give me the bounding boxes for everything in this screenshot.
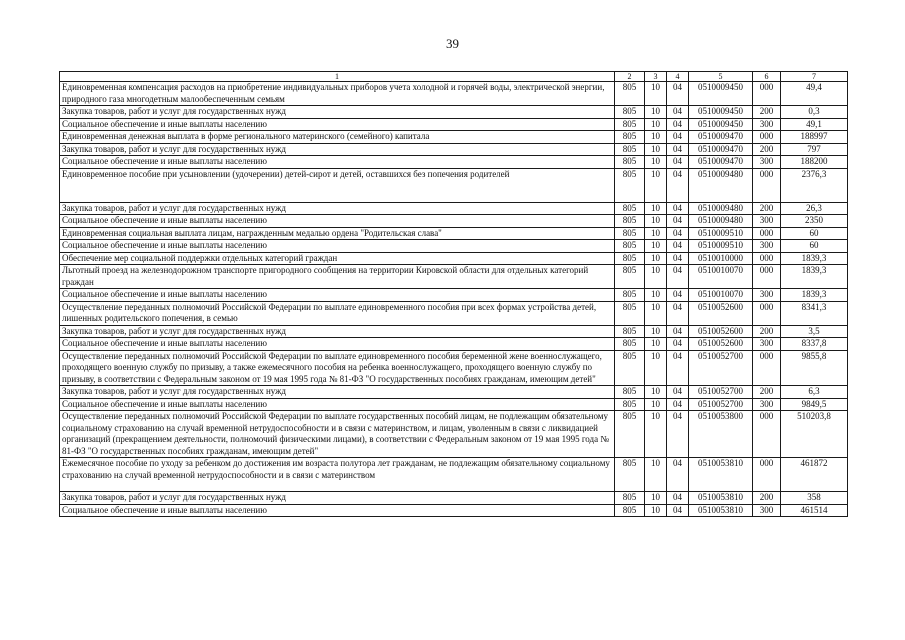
row-target-article-code: 0510053810 xyxy=(689,458,753,492)
row-subsection-code: 04 xyxy=(667,118,689,131)
row-expense-type-code: 000 xyxy=(753,265,781,289)
row-description: Социальное обеспечение и иные выплаты населению xyxy=(60,215,615,228)
table-row xyxy=(60,386,848,399)
row-section-code: 10 xyxy=(645,156,667,169)
column-header-4: 4 xyxy=(667,72,689,82)
row-ministry-code: 805 xyxy=(615,458,645,492)
row-amount: 188200 xyxy=(781,156,848,169)
row-target-article-code: 0510053800 xyxy=(689,411,753,458)
row-section-code: 10 xyxy=(645,398,667,411)
row-ministry-code: 805 xyxy=(615,265,645,289)
row-description: Социальное обеспечение и иные выплаты населению xyxy=(60,240,615,253)
row-ministry-code: 805 xyxy=(615,504,645,517)
row-description: Закупка товаров, работ и услуг для государственных нужд xyxy=(60,202,615,215)
row-ministry-code: 805 xyxy=(615,411,645,458)
row-amount: 358 xyxy=(781,492,848,505)
row-section-code: 10 xyxy=(645,168,667,202)
table-row xyxy=(60,325,848,338)
row-section-code: 10 xyxy=(645,106,667,119)
column-header-3: 3 xyxy=(645,72,667,82)
table-row xyxy=(60,301,848,325)
row-description: Социальное обеспечение и иные выплаты населению xyxy=(60,289,615,302)
row-subsection-code: 04 xyxy=(667,227,689,240)
row-target-article-code: 0510052700 xyxy=(689,350,753,386)
table-row xyxy=(60,458,848,492)
row-expense-type-code: 000 xyxy=(753,227,781,240)
row-amount: 1839,3 xyxy=(781,265,848,289)
row-ministry-code: 805 xyxy=(615,106,645,119)
row-amount: 26,3 xyxy=(781,202,848,215)
row-ministry-code: 805 xyxy=(615,240,645,253)
row-section-code: 10 xyxy=(645,131,667,144)
row-description: Социальное обеспечение и иные выплаты населению xyxy=(60,338,615,351)
row-expense-type-code: 200 xyxy=(753,325,781,338)
row-amount: 60 xyxy=(781,227,848,240)
table-row xyxy=(60,398,848,411)
row-target-article-code: 0510009480 xyxy=(689,168,753,202)
row-description: Единовременная денежная выплата в форме регионального материнского (семейного) капитала xyxy=(60,131,615,144)
table-row xyxy=(60,131,848,144)
row-target-article-code: 0510010070 xyxy=(689,289,753,302)
row-ministry-code: 805 xyxy=(615,252,645,265)
table-row xyxy=(60,252,848,265)
row-description: Закупка товаров, работ и услуг для государственных нужд xyxy=(60,325,615,338)
row-ministry-code: 805 xyxy=(615,202,645,215)
row-expense-type-code: 200 xyxy=(753,106,781,119)
row-description: Закупка товаров, работ и услуг для государственных нужд xyxy=(60,106,615,119)
header-row xyxy=(60,72,848,82)
row-amount: 1839,3 xyxy=(781,252,848,265)
row-ministry-code: 805 xyxy=(615,338,645,351)
row-description: Социальное обеспечение и иные выплаты населению xyxy=(60,504,615,517)
row-description: Льготный проезд на железнодорожном транспорте пригородного сообщения на территории Кировской области для отдельных категорий граждан xyxy=(60,265,615,289)
row-subsection-code: 04 xyxy=(667,252,689,265)
row-description: Единовременная социальная выплата лицам, награжденным медалью ордена "Родительская слава" xyxy=(60,227,615,240)
row-target-article-code: 0510052700 xyxy=(689,398,753,411)
row-target-article-code: 0510009450 xyxy=(689,118,753,131)
row-description: Осуществление переданных полномочий Российской Федерации по выплате государственных пособий лицам, не подлежащим обязательному социальному страхованию на случай временной нетрудоспособности и в связи с материнством, и лицам, уволенным в связи с ликвидацией организаций (прекращением деятельности, полномочий физическими лицами), в соответствии с Федеральным законом от 19 мая 1995 года № 81-ФЗ "О государственных пособиях гражданам, имеющим детей" xyxy=(60,411,615,458)
row-target-article-code: 0510009510 xyxy=(689,227,753,240)
table-row xyxy=(60,106,848,119)
row-expense-type-code: 200 xyxy=(753,143,781,156)
row-amount: 6,3 xyxy=(781,386,848,399)
row-amount: 510203,8 xyxy=(781,411,848,458)
row-amount: 3,5 xyxy=(781,325,848,338)
row-target-article-code: 0510052600 xyxy=(689,338,753,351)
page-number: 39 xyxy=(446,36,459,51)
table-row xyxy=(60,504,848,517)
row-description: Ежемесячное пособие по уходу за ребенком до достижения им возраста полутора лет гражданам, не подлежащим обязательному социальному страхованию на случай временной нетрудоспособности и в связи с материнством xyxy=(60,458,615,492)
table-row xyxy=(60,265,848,289)
row-ministry-code: 805 xyxy=(615,227,645,240)
row-amount: 461872 xyxy=(781,458,848,492)
row-ministry-code: 805 xyxy=(615,350,645,386)
row-description: Закупка товаров, работ и услуг для государственных нужд xyxy=(60,386,615,399)
row-target-article-code: 0510009480 xyxy=(689,202,753,215)
row-ministry-code: 805 xyxy=(615,156,645,169)
row-amount: 8341,3 xyxy=(781,301,848,325)
row-subsection-code: 04 xyxy=(667,492,689,505)
row-description: Социальное обеспечение и иные выплаты населению xyxy=(60,118,615,131)
row-subsection-code: 04 xyxy=(667,240,689,253)
row-target-article-code: 0510009470 xyxy=(689,156,753,169)
row-ministry-code: 805 xyxy=(615,168,645,202)
table-row xyxy=(60,289,848,302)
row-expense-type-code: 300 xyxy=(753,289,781,302)
row-subsection-code: 04 xyxy=(667,458,689,492)
row-amount: 797 xyxy=(781,143,848,156)
row-expense-type-code: 300 xyxy=(753,338,781,351)
table-row xyxy=(60,338,848,351)
row-subsection-code: 04 xyxy=(667,325,689,338)
row-expense-type-code: 300 xyxy=(753,398,781,411)
row-subsection-code: 04 xyxy=(667,398,689,411)
row-ministry-code: 805 xyxy=(615,82,645,106)
table-row xyxy=(60,492,848,505)
row-amount: 9849,5 xyxy=(781,398,848,411)
row-subsection-code: 04 xyxy=(667,289,689,302)
row-description: Социальное обеспечение и иные выплаты населению xyxy=(60,398,615,411)
column-header-1: 1 xyxy=(60,72,615,82)
table-row xyxy=(60,215,848,228)
row-subsection-code: 04 xyxy=(667,202,689,215)
row-section-code: 10 xyxy=(645,386,667,399)
row-ministry-code: 805 xyxy=(615,143,645,156)
table-row xyxy=(60,411,848,458)
row-ministry-code: 805 xyxy=(615,131,645,144)
budget-table xyxy=(59,71,848,517)
row-description: Единовременная компенсация расходов на приобретение индивидуальных приборов учета холодной и горячей воды, электрической энергии, природного газа многодетным малообеспеченным семьям xyxy=(60,82,615,106)
row-ministry-code: 805 xyxy=(615,215,645,228)
row-amount: 2376,3 xyxy=(781,168,848,202)
row-target-article-code: 0510052600 xyxy=(689,301,753,325)
row-ministry-code: 805 xyxy=(615,325,645,338)
row-subsection-code: 04 xyxy=(667,168,689,202)
row-description: Обеспечение мер социальной поддержки отдельных категорий граждан xyxy=(60,252,615,265)
row-section-code: 10 xyxy=(645,492,667,505)
row-expense-type-code: 000 xyxy=(753,350,781,386)
row-subsection-code: 04 xyxy=(667,82,689,106)
row-ministry-code: 805 xyxy=(615,289,645,302)
row-amount: 60 xyxy=(781,240,848,253)
row-amount: 461514 xyxy=(781,504,848,517)
row-section-code: 10 xyxy=(645,202,667,215)
row-section-code: 10 xyxy=(645,411,667,458)
row-subsection-code: 04 xyxy=(667,504,689,517)
column-header-2: 2 xyxy=(615,72,645,82)
row-subsection-code: 04 xyxy=(667,156,689,169)
row-section-code: 10 xyxy=(645,504,667,517)
row-expense-type-code: 300 xyxy=(753,118,781,131)
row-target-article-code: 0510009470 xyxy=(689,131,753,144)
row-subsection-code: 04 xyxy=(667,265,689,289)
row-ministry-code: 805 xyxy=(615,398,645,411)
row-subsection-code: 04 xyxy=(667,215,689,228)
row-description: Закупка товаров, работ и услуг для государственных нужд xyxy=(60,492,615,505)
row-section-code: 10 xyxy=(645,118,667,131)
row-amount: 188997 xyxy=(781,131,848,144)
row-subsection-code: 04 xyxy=(667,106,689,119)
row-expense-type-code: 300 xyxy=(753,215,781,228)
column-header-5: 5 xyxy=(689,72,753,82)
table-row xyxy=(60,168,848,202)
row-section-code: 10 xyxy=(645,350,667,386)
row-expense-type-code: 200 xyxy=(753,386,781,399)
row-amount: 8337,8 xyxy=(781,338,848,351)
row-expense-type-code: 000 xyxy=(753,252,781,265)
row-section-code: 10 xyxy=(645,240,667,253)
row-target-article-code: 0510010000 xyxy=(689,252,753,265)
row-expense-type-code: 000 xyxy=(753,301,781,325)
row-section-code: 10 xyxy=(645,143,667,156)
table-row xyxy=(60,118,848,131)
row-target-article-code: 0510009470 xyxy=(689,143,753,156)
row-section-code: 10 xyxy=(645,252,667,265)
row-amount: 0,3 xyxy=(781,106,848,119)
row-target-article-code: 0510009450 xyxy=(689,106,753,119)
row-expense-type-code: 300 xyxy=(753,240,781,253)
row-section-code: 10 xyxy=(645,227,667,240)
row-expense-type-code: 000 xyxy=(753,82,781,106)
row-description: Осуществление переданных полномочий Российской Федерации по выплате единовременного пособия при всех формах устройства детей, лишенных родительского попечения, в семью xyxy=(60,301,615,325)
row-subsection-code: 04 xyxy=(667,338,689,351)
row-subsection-code: 04 xyxy=(667,131,689,144)
row-ministry-code: 805 xyxy=(615,118,645,131)
table-row xyxy=(60,82,848,106)
row-amount: 2350 xyxy=(781,215,848,228)
row-target-article-code: 0510053810 xyxy=(689,504,753,517)
row-subsection-code: 04 xyxy=(667,143,689,156)
row-description: Закупка товаров, работ и услуг для государственных нужд xyxy=(60,143,615,156)
row-target-article-code: 0510009480 xyxy=(689,215,753,228)
row-section-code: 10 xyxy=(645,458,667,492)
row-subsection-code: 04 xyxy=(667,411,689,458)
row-target-article-code: 0510052600 xyxy=(689,325,753,338)
row-section-code: 10 xyxy=(645,265,667,289)
row-expense-type-code: 200 xyxy=(753,202,781,215)
row-target-article-code: 0510053810 xyxy=(689,492,753,505)
row-expense-type-code: 000 xyxy=(753,411,781,458)
row-expense-type-code: 300 xyxy=(753,156,781,169)
row-ministry-code: 805 xyxy=(615,492,645,505)
row-target-article-code: 0510009510 xyxy=(689,240,753,253)
row-description: Осуществление переданных полномочий Российской Федерации по выплате единовременного пособия беременной жене военнослужащего, проходящего военную службу по призыву, а также ежемесячного пособия на ребенка военнослужащего, проходящего военную службу по призыву, в соответствии с Федеральным законом от 19 мая 1995 года № 81-ФЗ "О государственных пособиях гражданам, имеющим детей" xyxy=(60,350,615,386)
row-section-code: 10 xyxy=(645,338,667,351)
row-description: Единовременное пособие при усыновлении (удочерении) детей-сирот и детей, оставшихся без попечения родителей xyxy=(60,168,615,202)
column-header-7: 7 xyxy=(781,72,848,82)
row-amount: 9855,8 xyxy=(781,350,848,386)
row-ministry-code: 805 xyxy=(615,301,645,325)
table-row xyxy=(60,143,848,156)
row-amount: 49,4 xyxy=(781,82,848,106)
row-target-article-code: 0510052700 xyxy=(689,386,753,399)
row-subsection-code: 04 xyxy=(667,301,689,325)
row-section-code: 10 xyxy=(645,325,667,338)
row-description: Социальное обеспечение и иные выплаты населению xyxy=(60,156,615,169)
row-section-code: 10 xyxy=(645,215,667,228)
table-row xyxy=(60,350,848,386)
table-row xyxy=(60,240,848,253)
table-row xyxy=(60,202,848,215)
row-ministry-code: 805 xyxy=(615,386,645,399)
row-expense-type-code: 000 xyxy=(753,168,781,202)
row-section-code: 10 xyxy=(645,82,667,106)
row-target-article-code: 0510010070 xyxy=(689,265,753,289)
row-expense-type-code: 200 xyxy=(753,492,781,505)
row-section-code: 10 xyxy=(645,301,667,325)
table-row xyxy=(60,227,848,240)
row-amount: 1839,3 xyxy=(781,289,848,302)
row-expense-type-code: 000 xyxy=(753,458,781,492)
row-section-code: 10 xyxy=(645,289,667,302)
table-row xyxy=(60,156,848,169)
column-header-6: 6 xyxy=(753,72,781,82)
row-target-article-code: 0510009450 xyxy=(689,82,753,106)
row-amount: 49,1 xyxy=(781,118,848,131)
row-expense-type-code: 000 xyxy=(753,131,781,144)
row-expense-type-code: 300 xyxy=(753,504,781,517)
row-subsection-code: 04 xyxy=(667,350,689,386)
row-subsection-code: 04 xyxy=(667,386,689,399)
